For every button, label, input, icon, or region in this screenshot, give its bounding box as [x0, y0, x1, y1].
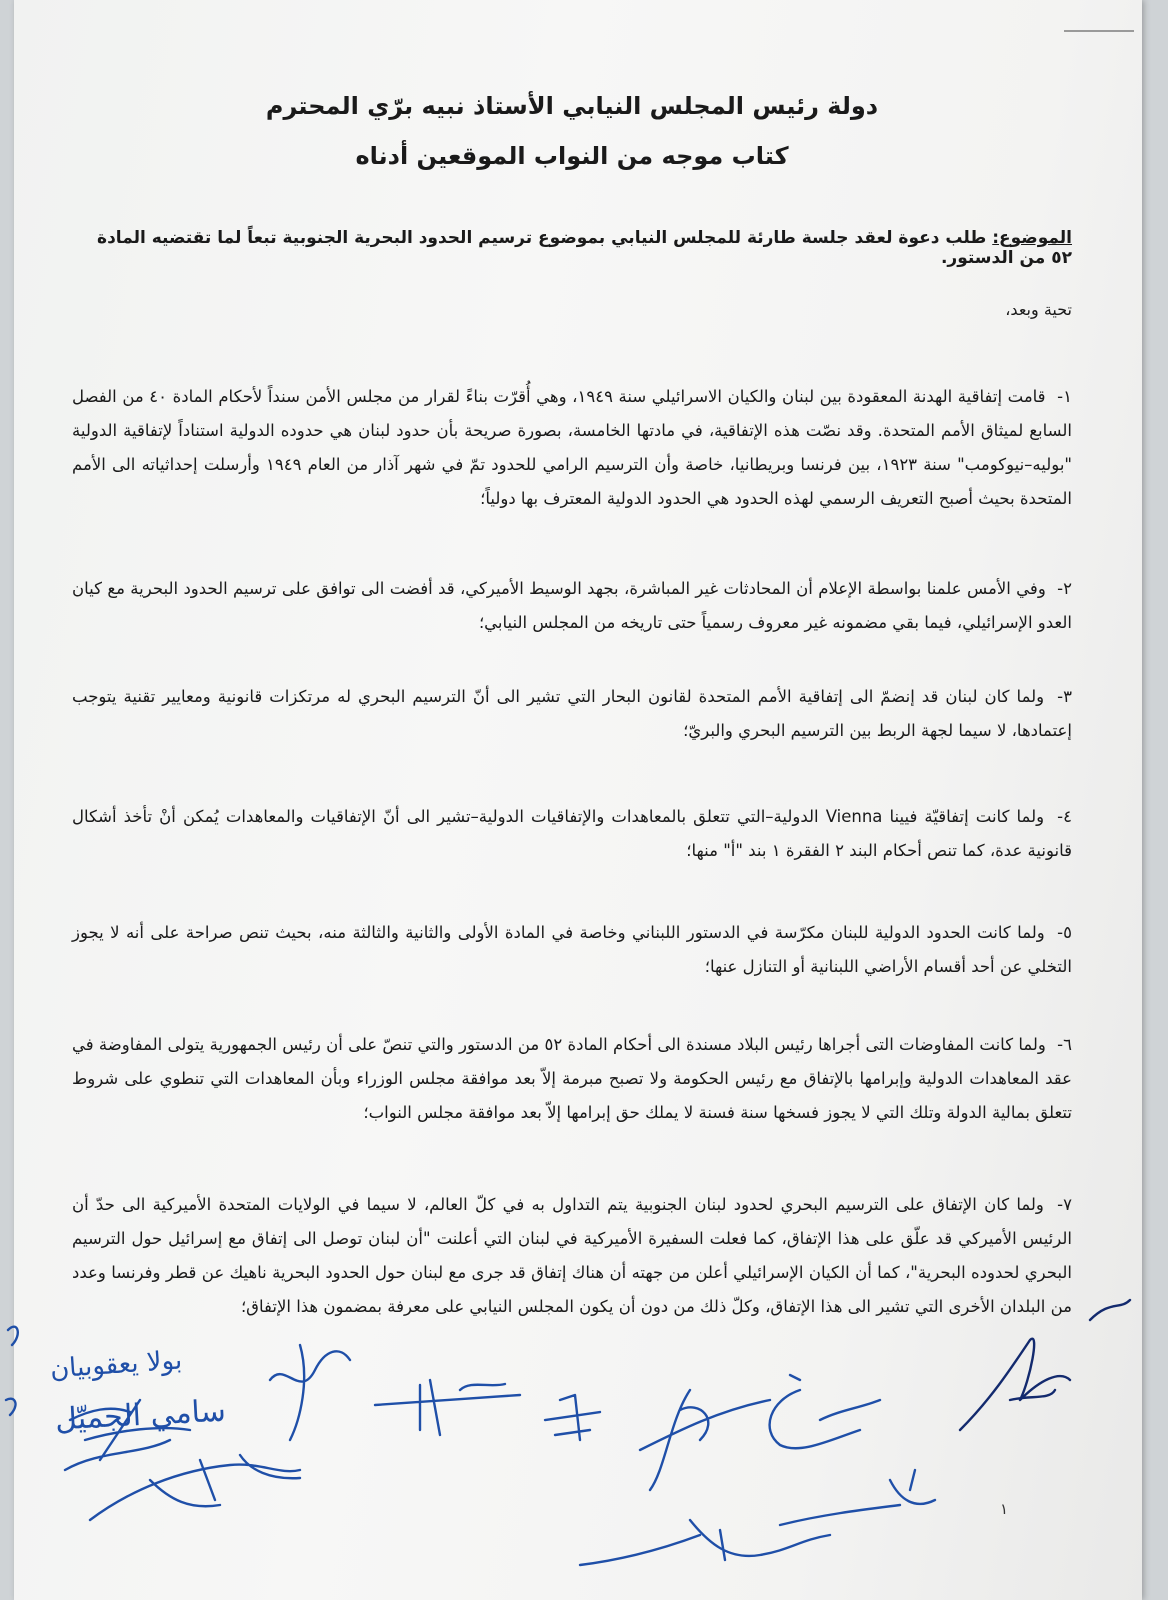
letter-heading: كتاب موجه من النواب الموقعين أدناه	[355, 142, 789, 170]
subject-label: الموضوع:	[992, 228, 1072, 248]
paragraph-text: قامت إتفاقية الهدنة المعقودة بين لبنان والكيان الاسرائيلي سنة ١٩٤٩، وهي أُقرّت بناءً لقرار من مجلس الأمن سنداً لأحكام المادة ٤٠ من الفصل السابع لميثاق الأمم المتحدة. وقد نصّت هذه الإتفاقية، في مادتها الخامسة، بصورة صريحة بأن حدود لبنان هي حدوده الدولية استناداً لإتفاقية الدولية "بوليه–نيوكومب" سنة ١٩٢٣، بين فرنسا وبريطانيا، خاصة وأن الترسيم الرامي للحدود تمّ في شهر آذار من العام ١٩٤٩ وأرسلت إحداثياته الى الأمم المتحدة بحيث أصبح التعريف الرسمي لهذه الحدود هي الحدود الدولية المعترف بها دولياً؛	[72, 387, 1072, 508]
signature-4	[640, 1390, 770, 1490]
signature-1	[270, 1345, 350, 1440]
paragraph-number: ٧-	[1057, 1195, 1072, 1214]
paragraph-5	[72, 916, 1072, 984]
signature-3	[545, 1395, 600, 1440]
signatures-area	[0, 1290, 1168, 1600]
paragraph-3	[72, 680, 1072, 748]
signature-7	[65, 1400, 190, 1470]
paragraph-number: ٣-	[1057, 687, 1072, 706]
signature-6	[960, 1300, 1130, 1430]
signature-5	[770, 1375, 880, 1448]
signature-8	[90, 1455, 300, 1520]
paragraph-6	[72, 1028, 1072, 1130]
page-number: ١	[1000, 1500, 1009, 1518]
paragraph-text: وفي الأمس علمنا بواسطة الإعلام أن المحادثات غير المباشرة، بجهد الوسيط الأميركي، قد أفضت الى توافق على ترسيم الحدود البحرية مع كيان العدو الإسرائيلي، فيما بقي مضمونه غير معروف رسمياً حتى تاريخه من المجلس النيابي؛	[72, 579, 1072, 632]
paragraph-text: ولما كان لبنان قد إنضمّ الى إتفاقية الأمم المتحدة لقانون البحار التي تشير الى أنّ الترسيم البحري له مرتكزات قانونية ومعايير تقنية يتوجب إعتمادها، لا سيما لجهة الربط بين الترسيم البحري والبريّ؛	[72, 687, 1072, 740]
signature-2	[375, 1380, 520, 1435]
signature-11	[6, 1290, 20, 1415]
subject-text: طلب دعوة لعقد جلسة طارئة للمجلس النيابي بموضوع ترسيم الحدود البحرية الجنوبية تبعاً لما تقتضيه المادة ٥٢ من الدستور.	[97, 228, 1072, 268]
paragraph-number: ٢-	[1057, 579, 1072, 598]
paragraph-number: ١-	[1057, 387, 1072, 406]
paragraph-1	[72, 380, 1072, 516]
paragraph-text: ولما كانت المفاوضات التى أجراها رئيس البلاد مسندة الى أحكام المادة ٥٢ من الدستور والتي تنصّ على أن رئيس الجمهورية يتولى المفاوضة في عقد المعاهدات الدولية وإبرامها بالإتفاق مع رئيس الحكومة ولا تصبح مبرمة إلاّ بعد موافقة مجلس الوزراء وبأن المعاهدات التي تنطوي على شروط تتعلق بمالية الدولة وتلك التي لا يجوز فسخها سنة فسنة لا يملك حق إبرامها إلاّ بعد موافقة مجلس النواب؛	[72, 1035, 1072, 1122]
paragraph-number: ٥-	[1057, 923, 1073, 942]
paragraph-text: ولما كانت إتفاقيّة فيينا Vienna الدولية–التي تتعلق بالمعاهدات والإتفاقيات الدولية–تشير الى أنّ الإتفاقيات والمعاهدات يُمكن أنْ تأخذ أشكال قانونية عدة، كما تنص أحكام البند ٢ الفقرة ١ بند "أ" منها؛	[72, 807, 1072, 860]
signature-9	[580, 1520, 830, 1565]
handwritten-name-2: سامي الجميّل	[54, 1393, 227, 1438]
page-edge-mark	[1064, 30, 1134, 32]
paragraph-text: ولما كانت الحدود الدولية للبنان مكرّسة في الدستور اللبناني وخاصة في المادة الأولى والثانية والثالثة منه، بحيث تنص صراحة على أنه لا يجوز التخلي عن أحد أقسام الأراضي اللبنانية أو التنازل عنها؛	[72, 923, 1072, 976]
paragraph-number: ٦-	[1057, 1035, 1072, 1054]
subject-line	[72, 228, 1072, 268]
handwritten-name-1: بولا يعقوبيان	[49, 1345, 184, 1385]
paragraph-4	[72, 800, 1072, 868]
paragraph-text: ولما كان الإتفاق على الترسيم البحري لحدود لبنان الجنوبية يتم التداول به في كلّ العالم، لا سيما في الولايات المتحدة الأميركية الى حدّ أن الرئيس الأميركي قد علّق على هذا الإتفاق، كما فعلت السفيرة الأميركية في لبنان التي أعلنت "أن لبنان توصل الى إتفاق مع إسرائيل حول الترسيم البحري لحدوده البحرية"، كما أن الكيان الإسرائيلي أعلن من جهته أن هناك إتفاق قد جرى مع لبنان حول الحدود البحرية ناهيك عن قطر وفرنسا وعدد من البلدان الأخرى التي تشير الى هذا الإتفاق، وكلّ ذلك من دون أن يكون المجلس النيابي على معرفة بمضمون هذا الإتفاق؛	[72, 1195, 1072, 1316]
paragraph-number: ٤-	[1057, 807, 1072, 826]
paragraph-2	[72, 572, 1072, 640]
greeting: تحية وبعد،	[1005, 300, 1072, 319]
addressee-title: دولة رئيس المجلس النيابي الأستاذ نبيه برّي المحترم	[265, 92, 879, 120]
signature-10	[780, 1470, 935, 1525]
